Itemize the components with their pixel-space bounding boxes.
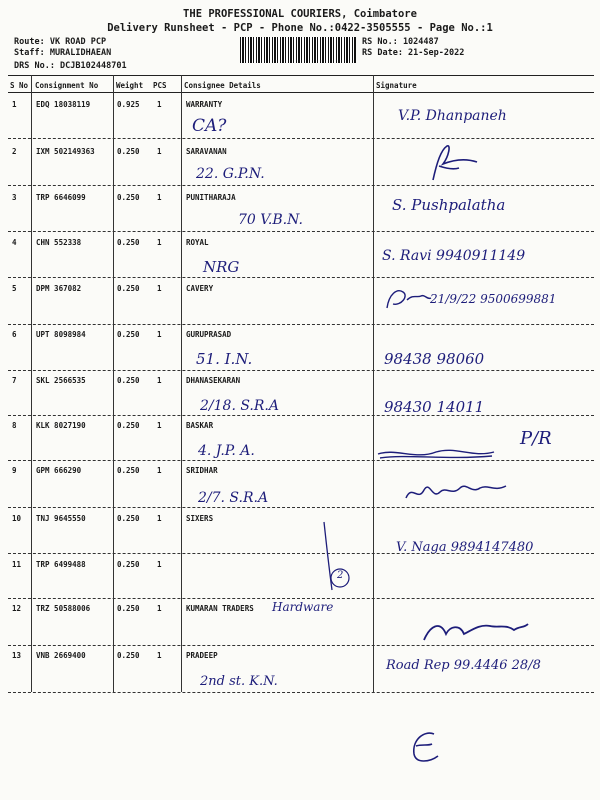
circled-number: 2 (337, 570, 344, 581)
row-address-handwritten: 2nd st. K.N. (200, 674, 278, 689)
table-top-border (8, 75, 594, 76)
row-consignment: IXM 502149363 (36, 147, 95, 156)
row-consignment: SKL 2566535 (36, 376, 86, 385)
row-consignment: VNB 2669400 (36, 651, 86, 660)
row-signature-handwritten: S. Pushpalatha (392, 196, 506, 214)
row-pcs: 1 (157, 514, 162, 523)
header-bottom-border (8, 92, 594, 93)
row-consignment: DPM 367082 (36, 284, 82, 293)
row-signature-handwritten: 98438 98060 (384, 350, 485, 368)
row-address-handwritten: 70 V.B.N. (238, 212, 303, 228)
row-consignee: PUNITHARAJA (186, 193, 236, 202)
row-divider (8, 415, 594, 416)
row-weight: 0.250 (117, 421, 140, 430)
row-consignee: ROYAL (186, 238, 209, 247)
row-consignee: KUMARAN TRADERS (186, 604, 254, 613)
row-weight: 0.250 (117, 376, 140, 385)
column-header-consignee: Consignee Details (184, 81, 261, 90)
row-pcs: 1 (157, 421, 162, 430)
row-divider (8, 324, 594, 325)
drs-number: DRS No.: DCJB102448701 (14, 61, 127, 71)
row-sno: 5 (12, 284, 17, 293)
row-sno: 1 (12, 100, 17, 109)
row-address-handwritten: 22. G.P.N. (196, 166, 265, 182)
row-sno: 12 (12, 604, 22, 613)
bracket-line (318, 520, 358, 600)
row-address-handwritten: Hardware (272, 600, 334, 614)
row-consignee: BASKAR (186, 421, 214, 430)
company-title: THE PROFESSIONAL COURIERS, Coimbatore (183, 8, 417, 20)
row-signature-handwritten: Road Rep 99.4446 28/8 (386, 658, 541, 673)
row-pcs: 1 (157, 651, 162, 660)
row-sno: 6 (12, 330, 17, 339)
column-header-weight: Weight (116, 81, 144, 90)
signature-scribble (383, 284, 433, 314)
row-pcs: 1 (157, 147, 162, 156)
row-divider (8, 692, 594, 693)
rs-date: RS Date: 21-Sep-2022 (362, 48, 465, 58)
row-sno: 3 (12, 193, 17, 202)
row-consignee: CAVERY (186, 284, 214, 293)
row-consignment: TRP 6499488 (36, 560, 86, 569)
row-weight: 0.250 (117, 238, 140, 247)
row-divider (8, 370, 594, 371)
row-weight: 0.250 (117, 193, 140, 202)
row-sno: 10 (12, 514, 22, 523)
row-weight: 0.250 (117, 651, 140, 660)
row-weight: 0.925 (117, 100, 140, 109)
row-consignment: TRP 6646099 (36, 193, 86, 202)
row-consignee: SIXERS (186, 514, 214, 523)
row-divider (8, 645, 594, 646)
row-address-handwritten: 51. I.N. (196, 350, 253, 368)
row-pcs: 1 (157, 330, 162, 339)
row-consignment: KLK 8027190 (36, 421, 86, 430)
row-signature-handwritten: S. Ravi 9940911149 (382, 248, 526, 264)
row-weight: 0.250 (117, 604, 140, 613)
row-weight: 0.250 (117, 560, 140, 569)
bottom-scribble (404, 728, 444, 768)
row-weight: 0.250 (117, 284, 140, 293)
row-pcs: 1 (157, 560, 162, 569)
row-consignment: CHN 552338 (36, 238, 82, 247)
signature-strikethrough (376, 444, 496, 464)
row-sno: 9 (12, 466, 17, 475)
row-signature-handwritten: 21/9/22 9500699881 (430, 292, 557, 306)
row-address-handwritten: NRG (203, 258, 240, 276)
column-divider (31, 75, 32, 692)
route-label: Route: VK ROAD PCP (14, 37, 107, 47)
row-sno: 2 (12, 147, 17, 156)
barcode-image (240, 37, 356, 63)
row-divider (8, 185, 594, 186)
row-address-handwritten: CA? (192, 116, 227, 136)
row-consignment: UPT 8098984 (36, 330, 86, 339)
row-consignment: TRZ 50588006 (36, 604, 91, 613)
column-divider (113, 75, 114, 692)
staff-label: Staff: MURALIDHAEAN (14, 48, 112, 58)
row-signature-handwritten: P/R (520, 428, 552, 449)
row-pcs: 1 (157, 376, 162, 385)
row-divider (8, 277, 594, 278)
row-weight: 0.250 (117, 514, 140, 523)
row-address-handwritten: 4. J.P. A. (198, 443, 255, 459)
row-signature-handwritten: 98430 14011 (384, 398, 485, 416)
column-header-consignment: Consignment No (35, 81, 99, 90)
row-consignee: WARRANTY (186, 100, 223, 109)
row-sno: 8 (12, 421, 17, 430)
row-consignee: DHANASEKARAN (186, 376, 241, 385)
row-divider (8, 507, 594, 508)
row-consignment: TNJ 9645550 (36, 514, 86, 523)
row-divider (8, 553, 594, 554)
row-pcs: 1 (157, 604, 162, 613)
row-sno: 7 (12, 376, 17, 385)
row-pcs: 1 (157, 466, 162, 475)
signature-scribble (420, 616, 530, 646)
row-divider (8, 138, 594, 139)
row-consignment: GPM 666290 (36, 466, 82, 475)
rs-number: RS No.: 1024487 (362, 37, 439, 47)
row-divider (8, 598, 594, 599)
row-pcs: 1 (157, 238, 162, 247)
row-weight: 0.250 (117, 330, 140, 339)
row-consignee: SARAVANAN (186, 147, 227, 156)
row-sno: 13 (12, 651, 22, 660)
row-consignee: GURUPRASAD (186, 330, 232, 339)
runsheet-subtitle: Delivery Runsheet - PCP - Phone No.:0422-3505555 - Page No.:1 (107, 22, 493, 34)
row-signature-handwritten: V. Naga 9894147480 (396, 540, 534, 555)
signature-scribble (402, 476, 512, 506)
column-divider (373, 75, 374, 692)
row-sno: 11 (12, 560, 22, 569)
column-divider (181, 75, 182, 692)
row-divider (8, 231, 594, 232)
signature-scribble (425, 142, 485, 182)
row-weight: 0.250 (117, 466, 140, 475)
row-weight: 0.250 (117, 147, 140, 156)
row-address-handwritten: 2/18. S.R.A (200, 398, 279, 414)
row-consignment: EDQ 18038119 (36, 100, 91, 109)
row-pcs: 1 (157, 193, 162, 202)
column-header-sno: S No (10, 81, 29, 90)
row-pcs: 1 (157, 284, 162, 293)
row-consignee: SRIDHAR (186, 466, 218, 475)
row-sno: 4 (12, 238, 17, 247)
row-address-handwritten: 2/7. S.R.A (198, 490, 269, 506)
column-header-signature: Signature (376, 81, 417, 90)
row-consignee: PRADEEP (186, 651, 218, 660)
row-pcs: 1 (157, 100, 162, 109)
column-header-pcs: PCS (153, 81, 167, 90)
row-divider (8, 460, 594, 461)
row-signature-handwritten: V.P. Dhanpaneh (398, 108, 507, 124)
